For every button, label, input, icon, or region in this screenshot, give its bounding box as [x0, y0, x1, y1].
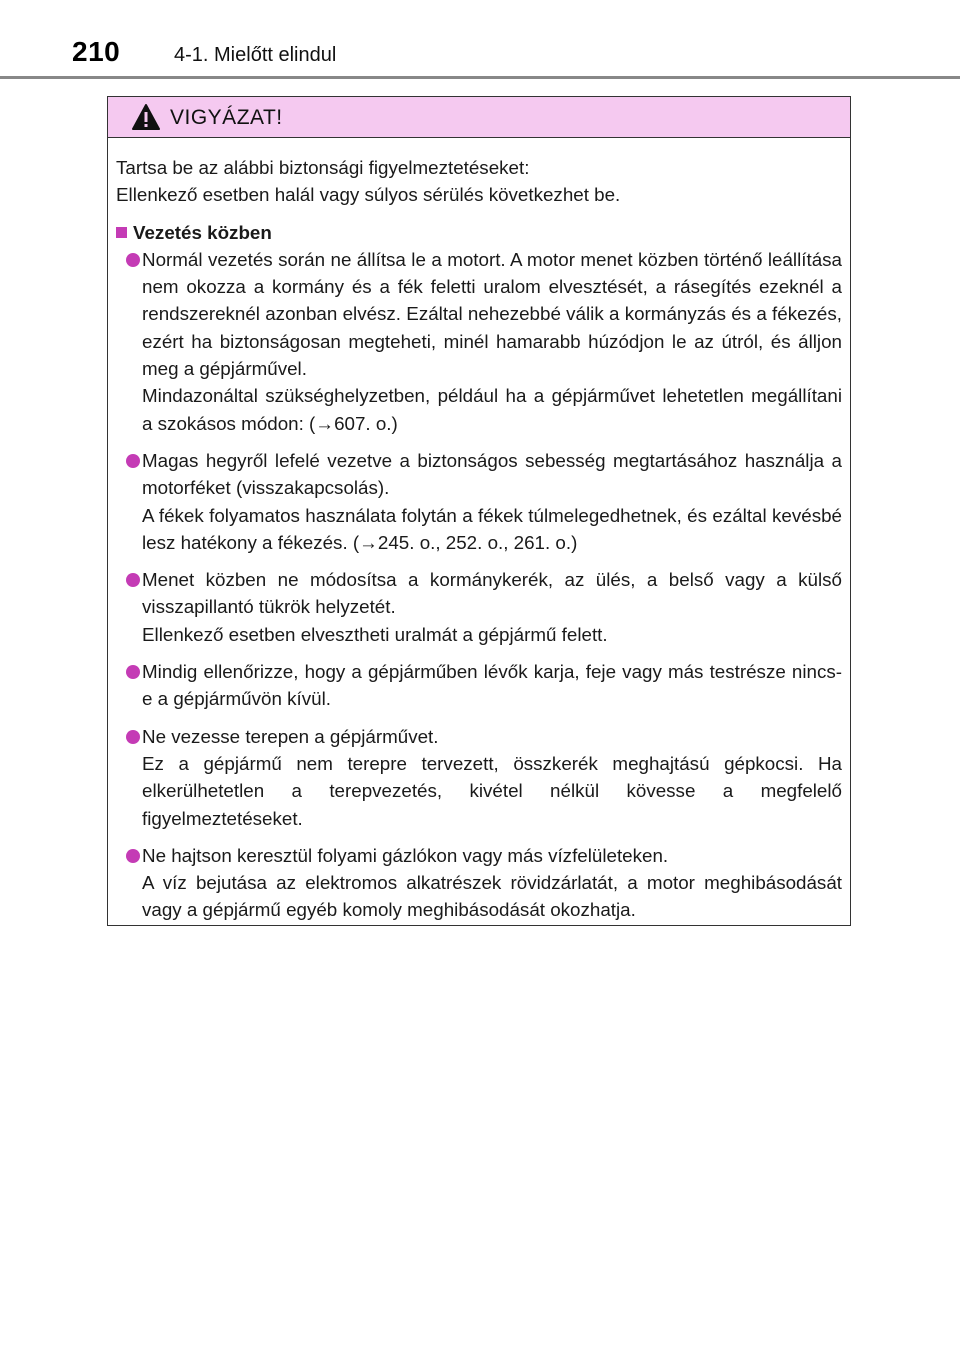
intro-line: Ellenkező esetben halál vagy súlyos sérülés következhet be. — [116, 184, 621, 206]
item-paragraph: Magas hegyről lefelé vezetve a biztonságos sebesség megtartásához használja a motorféket (visszakapcsolás). — [142, 449, 842, 499]
page-number: 210 — [72, 36, 121, 67]
item-paragraph: Ellenkező esetben elvesztheti uralmát a gépjármű felett. — [142, 623, 608, 645]
round-bullet-icon — [126, 454, 140, 468]
item-paragraph: Ne vezesse terepen a gépjárművet. — [142, 725, 439, 747]
header-rule — [0, 76, 960, 79]
warning-intro — [116, 154, 842, 209]
item-paragraph: Mindazonáltal szükséghelyzetben, például ha a gépjárművet lehetetlen megállítani a szokásos módon: (→607. o.) — [142, 385, 842, 434]
warning-body — [108, 138, 850, 924]
list-item — [116, 723, 842, 832]
round-bullet-icon — [126, 573, 140, 587]
round-bullet-icon — [126, 665, 140, 679]
round-bullet-icon — [126, 730, 140, 744]
round-bullet-icon — [126, 849, 140, 863]
square-bullet-icon — [116, 227, 127, 238]
warning-title: VIGYÁZAT! — [170, 106, 283, 129]
section-title: 4-1. Mielőtt elindul — [174, 44, 337, 66]
list-item — [116, 246, 842, 437]
section-heading-text: Vezetés közben — [133, 221, 272, 243]
item-paragraph: A fékek folyamatos használata folytán a fékek túlmelegedhetnek, és ezáltal kevésbé lesz hatékony a fékezés. (→245. o., 252. o., 261. o.) — [142, 504, 842, 553]
warning-header — [108, 97, 850, 138]
item-paragraph: Ne hajtson keresztül folyami gázlókon vagy más vízfelületeken. — [142, 844, 669, 866]
item-paragraph: Menet közben ne módosítsa a kormánykerék, az ülés, a belső vagy a külső visszapillantó tükrök helyzetét. — [142, 569, 842, 618]
list-item — [116, 566, 842, 648]
section-heading — [116, 219, 842, 246]
list-item — [116, 658, 842, 713]
warning-triangle-icon — [131, 103, 161, 131]
intro-line: Tartsa be az alábbi biztonsági figyelmeztetéseket: — [116, 157, 530, 178]
warning-box — [107, 96, 851, 926]
item-paragraph: Mindig ellenőrizze, hogy a gépjárműben lévők karja, feje vagy más testrésze nincs-e a gépjárművön kívül. — [142, 661, 842, 710]
list-item — [116, 447, 842, 556]
item-paragraph: Ez a gépjármű nem terepre tervezett, összkerék meghajtású gépkocsi. Ha elkerülhetetlen a terepvezetés, kivétel nélkül kövesse a megfelelő figyelmeztetéseket. — [142, 752, 842, 829]
round-bullet-icon — [126, 253, 140, 267]
item-paragraph: A víz bejutása az elektromos alkatrészek rövidzárlatát, a motor meghibásodását vagy a gépjármű egyéb komoly meghibásodását okozhatja. — [142, 872, 842, 921]
warning-list — [116, 246, 842, 924]
page-header — [0, 0, 960, 80]
item-paragraph: Normál vezetés során ne állítsa le a motort. A motor menet közben történő leállítása nem okozza a kormány és a fék feletti uralom elvesztését, a rásegítés ezeknél a rendszereknél azonban elvész. Ezáltal nehezebbé válik a kormányzás és a fékezés, ezért ha biztonságosan megteheti, minél hamarabb húzódjon le az útról, és álljon meg a gépjárművel. — [142, 248, 842, 380]
list-item — [116, 842, 842, 924]
